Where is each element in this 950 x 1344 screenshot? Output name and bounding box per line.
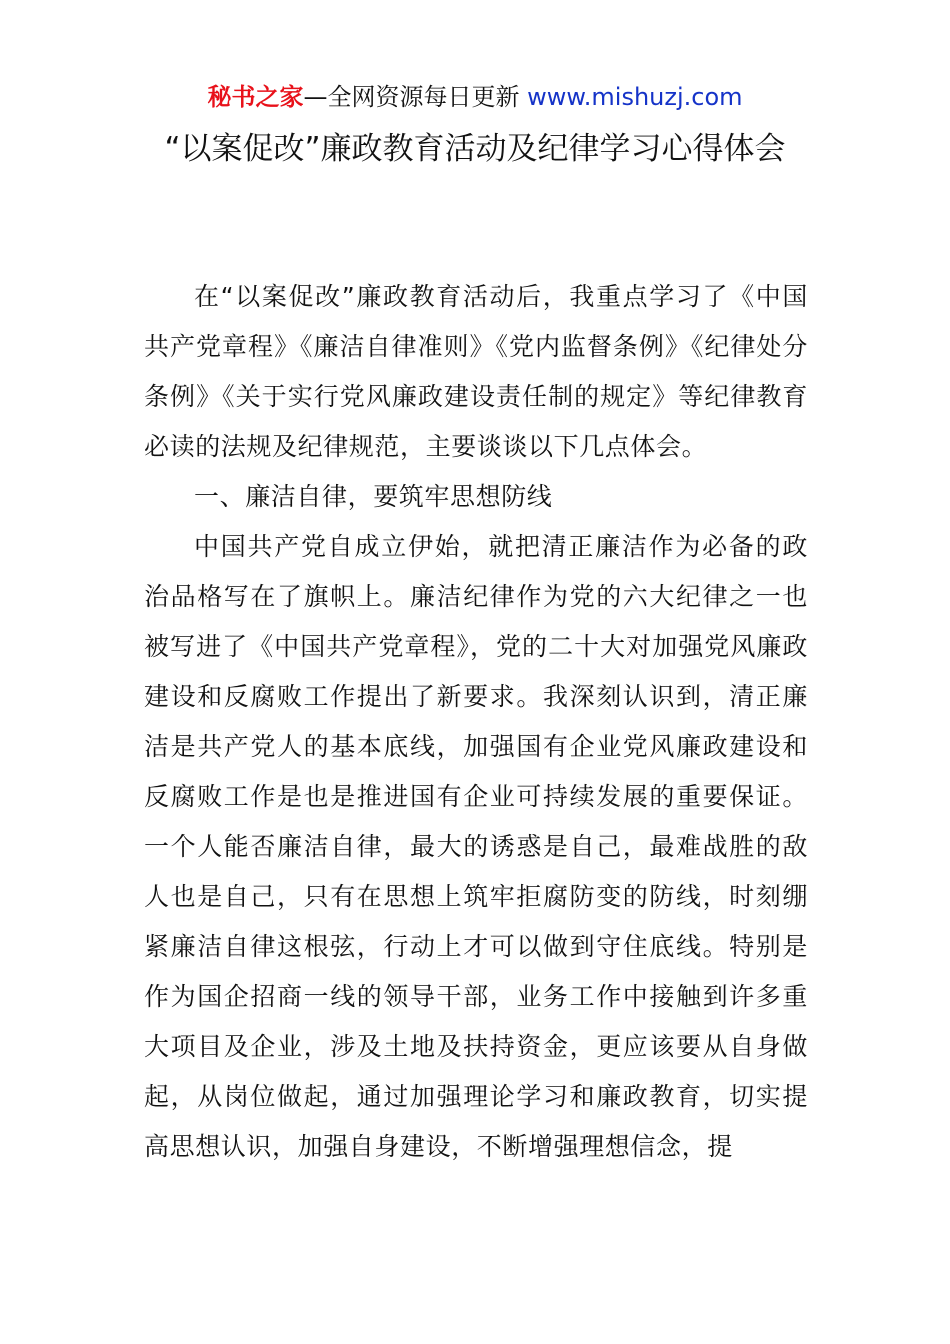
site-url-link[interactable]: www.mishuzj.com [527, 83, 743, 111]
brand-name: 秘书之家 [207, 83, 304, 111]
site-tagline: —全网资源每日更新 [303, 83, 528, 111]
document-body [144, 272, 808, 1172]
site-header [0, 80, 950, 114]
section-paragraph: 中国共产党自成立伊始，就把清正廉洁作为必备的政治品格写在了旗帜上。廉洁纪律作为党的六大纪律之一也被写进了《中国共产党章程》，党的二十大对加强党风廉政建设和反腐败工作提出了新要求。我深刻认识到，清正廉洁是共产党人的基本底线，加强国有企业党风廉政建设和反腐败工作是也是推进国有企业可持续发展的重要保证。一个人能否廉洁自律，最大的诱惑是自己，最难战胜的敌人也是自己，只有在思想上筑牢拒腐防变的防线，时刻绷紧廉洁自律这根弦，行动上才可以做到守住底线。特别是作为国企招商一线的领导干部，业务工作中接触到许多重大项目及企业，涉及土地及扶持资金，更应该要从自身做起，从岗位做起，通过加强理论学习和廉政教育，切实提高思想认识，加强自身建设，不断增强理想信念，提 [144, 532, 808, 1161]
intro-paragraph: 在“以案促改”廉政教育活动后，我重点学习了《中国共产党章程》《廉洁自律准则》《党内监督条例》《纪律处分条例》《关于实行党风廉政建设责任制的规定》等纪律教育必读的法规及纪律规范，主要谈谈以下几点体会。 [144, 282, 808, 461]
document-title: “以案促改”廉政教育活动及纪律学习心得体会 [164, 131, 786, 167]
section-heading: 一、廉洁自律，要筑牢思想防线 [194, 482, 553, 511]
